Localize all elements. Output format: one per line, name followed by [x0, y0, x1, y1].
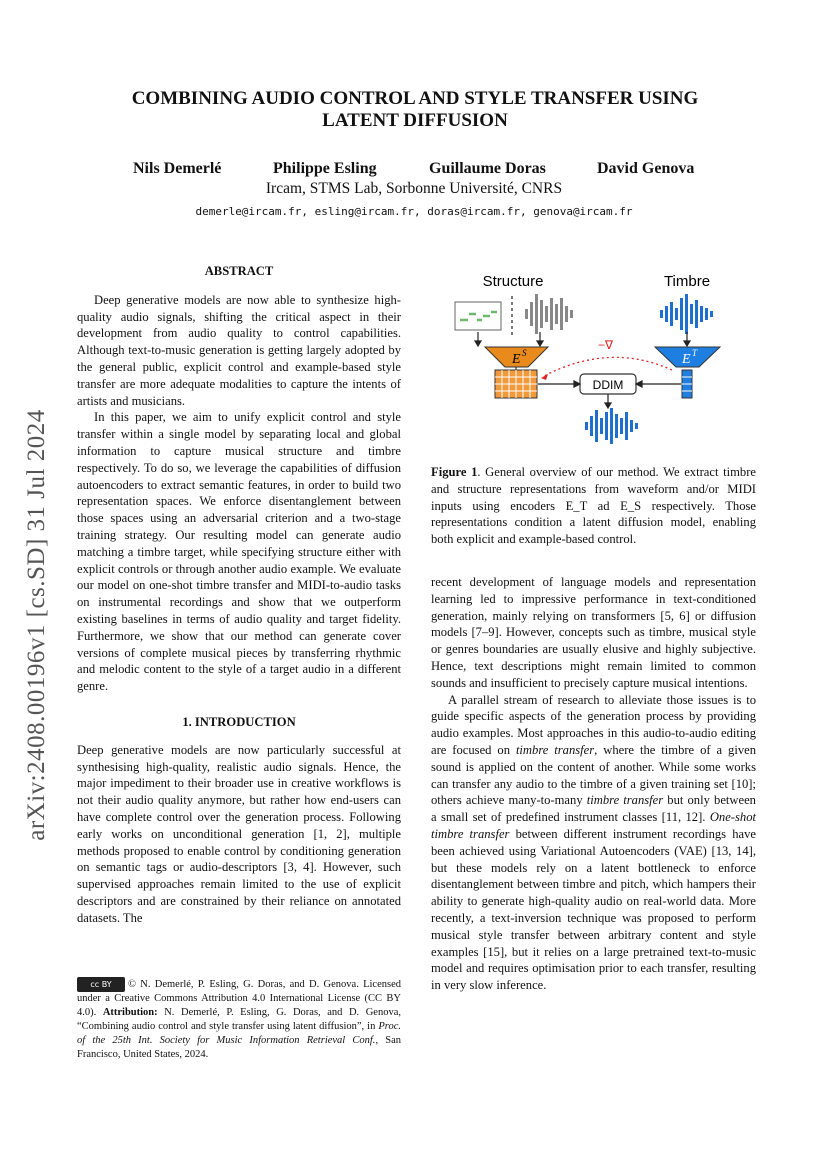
method-overview-diagram	[440, 262, 740, 452]
figure-1	[440, 262, 740, 452]
caption-text: . General overview of our method. We extract timbre and structure representations from waveform and/or MIDI inputs using encoders E_T ad E_S respectively. Those representations condition a latent diffusion model, enabling both explicit and example-based control.	[431, 465, 756, 547]
introduction-heading: 1. INTRODUCTION	[182, 714, 296, 729]
author-2: Philippe Esling	[273, 160, 377, 177]
caption-label: Figure 1	[431, 465, 478, 479]
right-column	[431, 574, 756, 994]
structure-label: Structure	[482, 273, 544, 290]
output-waveform-icon	[585, 408, 638, 444]
abstract-paragraph-1: Deep generative models are now able to synthesize high-quality audio signals, shifting the critical aspect in their development from audio quality to control capabilities. Although text-to-music generation is getting largely adopted by the general public, explicit control and example-based style transfer are more adequate modalities to capture the intents of artists and musicians.	[77, 292, 401, 408]
title-line-1: COMBINING AUDIO CONTROL AND STYLE TRANSFER USING	[131, 88, 699, 109]
svg-text:DDIM: DDIM	[592, 378, 624, 392]
author-emails: demerle@ircam.fr, esling@ircam.fr, doras@ircam.fr, genova@ircam.fr	[195, 205, 633, 218]
cc-by-badge[interactable]: cc BY	[77, 977, 125, 992]
structure-latent-grid	[495, 370, 537, 398]
svg-text:E: E	[682, 352, 691, 367]
adversarial-arrow	[544, 357, 672, 376]
title-line-2: LATENT DIFFUSION	[322, 110, 508, 131]
timbre-latent-vector	[682, 370, 692, 398]
abstract-heading: ABSTRACT	[204, 264, 274, 278]
svg-text:E: E	[512, 352, 521, 367]
arxiv-id: arXiv:2408.00196v1 [cs.SD] 31 Jul 2024	[23, 409, 50, 841]
structure-waveform-icon	[525, 294, 573, 334]
paper-title	[80, 88, 750, 132]
timbre-waveform-icon	[660, 294, 713, 334]
license-footnote: cc BY © N. Demerlé, P. Esling, G. Doras, and D. Genova. Licensed under a Creative Commons Attribution 4.0 International License (CC BY 4.0). Attribution: N. Demerlé, P. Esling, G. Doras, and D. Genova, “Combining audio control and style transfer using latent diffusion”, in Proc. of the 25th Int. Society for Music Information Retrieval Conf., San Francisco, United States, 2024.	[77, 978, 401, 1060]
arxiv-sidebar	[22, 375, 52, 875]
structure-encoder	[485, 347, 548, 367]
author-1: Nils Demerlé	[133, 160, 222, 177]
midi-input-icon	[455, 302, 501, 330]
author-4: David Genova	[597, 160, 695, 177]
figure-1-caption	[431, 464, 756, 548]
svg-text:T: T	[692, 348, 698, 358]
intro-paragraph-3: A parallel stream of research to alleviate those issues is to guide specific aspects of the generation process by providing audio examples. Most approaches in this audio-to-audio editing are focused on timbre transfer, where the timbre of a given sound is applied on the content of another. While some works can transfer any audio to the timbre of a given training set [10]; others achieve many-to-many timbre transfer but only between a small set of predefined instrument classes [11, 12]. One-shot timbre transfer between different instrument recordings have been achieved using Variational Autoencoders (VAE) [13, 14], but these models rely on a latent bottleneck to enforce disentanglement between timbre and pitch, which hampers their ability to generate high-quality audio on real-world data. More recently, a text-inversion technique was proposed to perform musical style transfer between arbitrary content and style examples [15], but it relies on a large pretrained text-to-music model and requires optimisation prior to each transfer, resulting in very slow inference.	[431, 692, 757, 993]
timbre-label: Timbre	[663, 273, 711, 290]
ddim-block	[580, 374, 636, 394]
affiliation: Ircam, STMS Lab, Sorbonne Université, CNRS	[265, 180, 563, 197]
adversarial-gradient-label: −∇	[598, 338, 614, 352]
svg-text:S: S	[522, 348, 527, 358]
author-3: Guillaume Doras	[429, 160, 546, 177]
intro-paragraph-1: Deep generative models are now particularly successful at synthesising high-quality, realistic audio signals. Hence, the major impediment to their broader use in creative workflows is not their audio quality anymore, but rather how end-users can have complete control over the generation process. Following early works on unconditional generation [1, 2], multiple methods proposed to enable control by conditioning generation on semantic tags or audio-descriptors [3, 4]. However, such supervised approaches remain limited to the use of explicit descriptors and are constrained by their reliance on annotated datasets. The	[77, 742, 401, 925]
intro-paragraph-2: recent development of language models and representation learning led to impressive performance in text-conditioned generation, mainly relying on transformers [5, 6] or diffusion models [7–9]. However, concepts such as timbre, musical style or genres boundaries are usually elusive and highly subjective. Hence, text descriptions might remain limited to common sounds and insufficient to precisely capture musical intentions.	[431, 575, 756, 690]
left-column	[77, 263, 401, 926]
abstract-paragraph-2: In this paper, we aim to unify explicit control and style transfer within a single model by separating local and global information to capture musical structure and timbre respectively. To do so, we leverage the capabilities of diffusion autoencoders to extract semantic features, in order to build two representation spaces. We enforce disentanglement between those spaces using an adversarial criterion and a two-stage training strategy. Our resulting model can generate audio matching a timbre target, while specifying structure either with explicit controls or through another audio example. We evaluate our model on one-shot timbre transfer and MIDI-to-audio tasks on instrumental recordings and show that we outperform existing baselines in terms of audio quality and target fidelity. Furthermore, we show that our method can generate cover versions of complete musical pieces by transferring rhythmic and melodic content to the style of a target audio in a different genre.	[77, 410, 401, 694]
timbre-encoder	[655, 347, 720, 367]
